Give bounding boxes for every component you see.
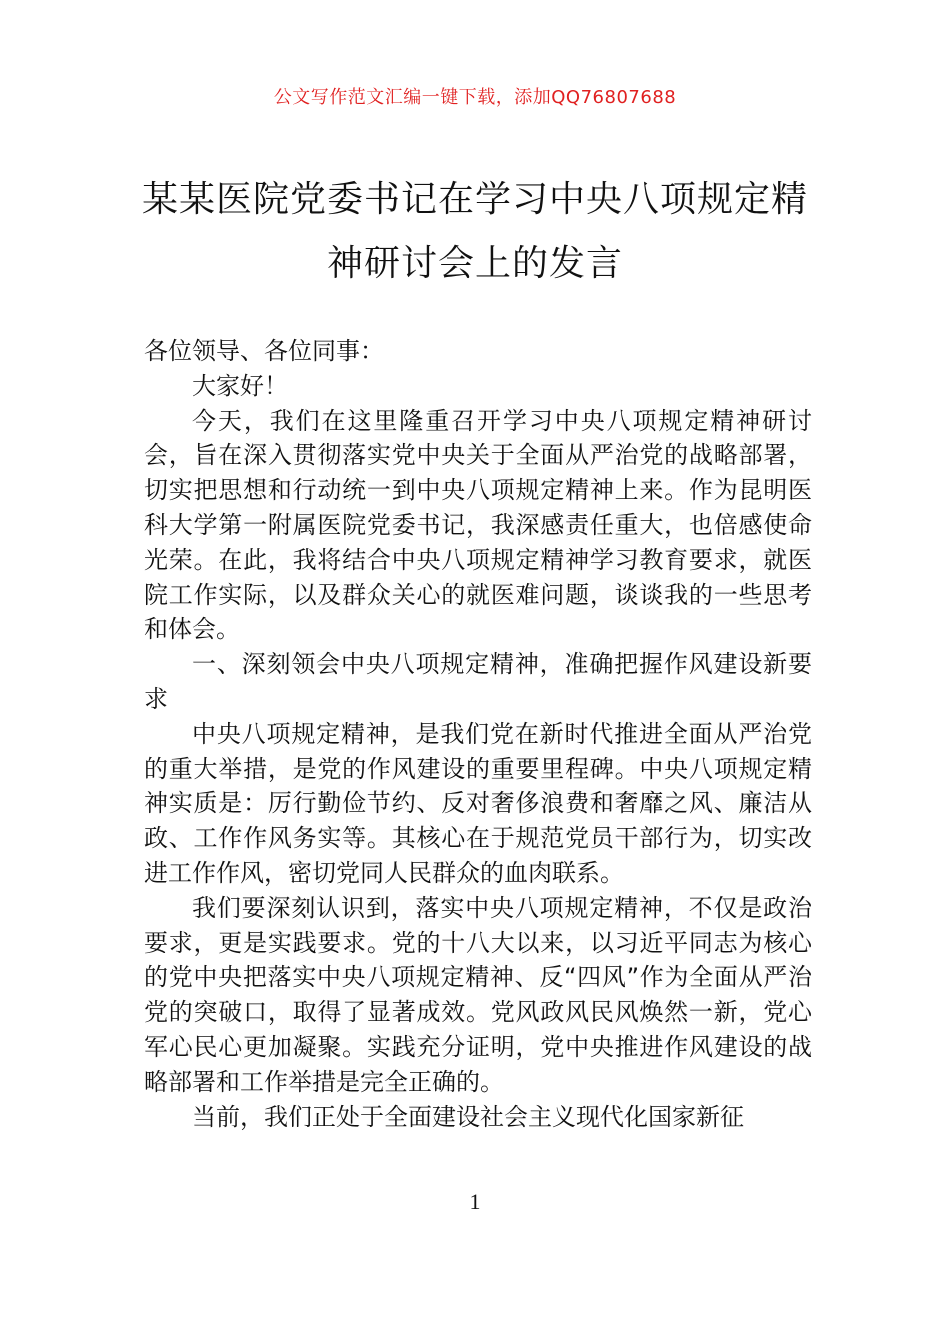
- page-number: 1: [469, 1189, 481, 1214]
- paragraph-section-1: 中央八项规定精神，是我们党在新时代推进全面从严治党的重大举措，是党的作风建设的重要里程碑。中央八项规定精神实质是：厉行勤俭节约、反对奢侈浪费和奢靡之风、廉洁从政、工作作风务实等。其核心在于规范党员干部行为，切实改进工作作风，密切党同人民群众的血肉联系。: [144, 719, 812, 887]
- paragraph-greeting: 大家好！: [192, 371, 288, 400]
- section-heading-1: 一、深刻领会中央八项规定精神，准确把握作风建设新要求: [144, 650, 812, 713]
- paragraph-intro: 今天，我们在这里隆重召开学习中央八项规定精神研讨会，旨在深入贯彻落实党中央关于全面从严治党的战略部署，切实把思想和行动统一到中央八项规定精神上来。作为昆明医科大学第一附属医院党委书记，我深感责任重大，也倍感使命光荣。在此，我将结合中央八项规定精神学习教育要求，就医院工作实际，以及群众关心的就医难问题，谈谈我的一些思考和体会。: [144, 406, 812, 644]
- paragraph-current: 当前，我们正处于全面建设社会主义现代化国家新征: [192, 1102, 744, 1131]
- salutation: 各位领导、各位同事：: [144, 337, 384, 365]
- document-title: 某某医院党委书记在学习中央八项规定精神研讨会上的发言: [141, 179, 808, 284]
- paragraph-section-1b: 我们要深刻认识到，落实中央八项规定精神，不仅是政治要求，更是实践要求。党的十八大以来，以习近平同志为核心的党中央把落实中央八项规定精神、反“四风”作为全面从严治党的突破口，取得了显著成效。党风政风民风焕然一新，党心军心民心更加凝聚。实践充分证明，党中央推进作风建设的战略部署和工作举措是完全正确的。: [144, 893, 812, 1096]
- document-body: [144, 334, 812, 1134]
- header-download-note: 公文写作范文汇编一键下载，添加QQ76807688: [273, 87, 677, 108]
